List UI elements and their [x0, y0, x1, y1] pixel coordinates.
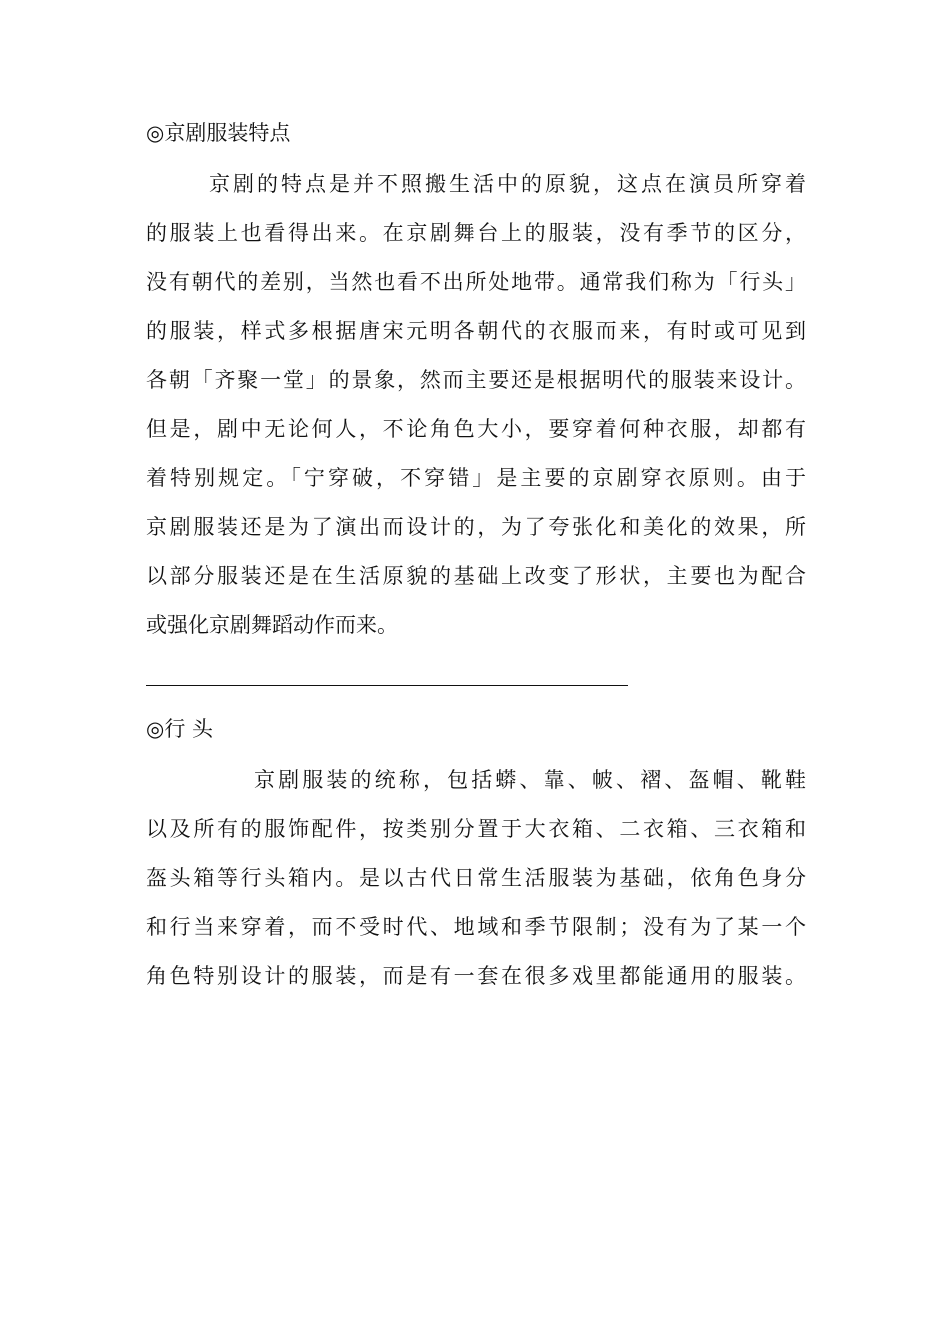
paragraph-line: 角色特别设计的服装，而是有一套在很多戏里都能通用的服装。 — [146, 964, 806, 988]
paragraph-line: 以及所有的服饰配件，按类别分置于大衣箱、二衣箱、三衣箱和 — [146, 817, 806, 841]
paragraph-line: 着特别规定。「宁穿破，不穿错」是主要的京剧穿衣原则。由于 — [146, 466, 806, 490]
paragraph-line: 但是，剧中无论何人，不论角色大小，要穿着何种衣服，却都有 — [146, 417, 806, 441]
paragraph-line: 盔头箱等行头箱内。是以古代日常生活服装为基础，依角色身分 — [146, 866, 806, 890]
section-heading-costume-features: ◎京剧服装特点 — [146, 121, 291, 145]
paragraph-line: 京剧的特点是并不照搬生活中的原貌，这点在演员所穿着 — [209, 172, 806, 196]
section-heading-xingtou: ◎行 头 — [146, 717, 213, 741]
paragraph-line: 的服装上也看得出来。在京剧舞台上的服装，没有季节的区分， — [146, 221, 806, 245]
paragraph-line: 的服装，样式多根据唐宋元明各朝代的衣服而来，有时或可见到 — [146, 319, 806, 343]
section-divider — [146, 685, 628, 686]
paragraph-line: 京剧服装还是为了演出而设计的，为了夸张化和美化的效果，所 — [146, 515, 806, 539]
paragraph-line: 各朝「齐聚一堂」的景象，然而主要还是根据明代的服装来设计。 — [146, 368, 806, 392]
paragraph-line: 或强化京剧舞蹈动作而来。 — [146, 613, 398, 637]
paragraph-line: 和行当来穿着，而不受时代、地域和季节限制；没有为了某一个 — [146, 915, 806, 939]
paragraph-costume-features — [146, 160, 806, 650]
paragraph-line: 没有朝代的差别，当然也看不出所处地带。通常我们称为「行头」 — [146, 270, 806, 294]
paragraph-xingtou — [146, 756, 806, 1001]
paragraph-line: 以部分服装还是在生活原貌的基础上改变了形状，主要也为配合 — [146, 564, 806, 588]
paragraph-line: 京剧服装的统称，包括蟒、靠、帔、褶、盔帽、靴鞋 — [254, 768, 806, 792]
